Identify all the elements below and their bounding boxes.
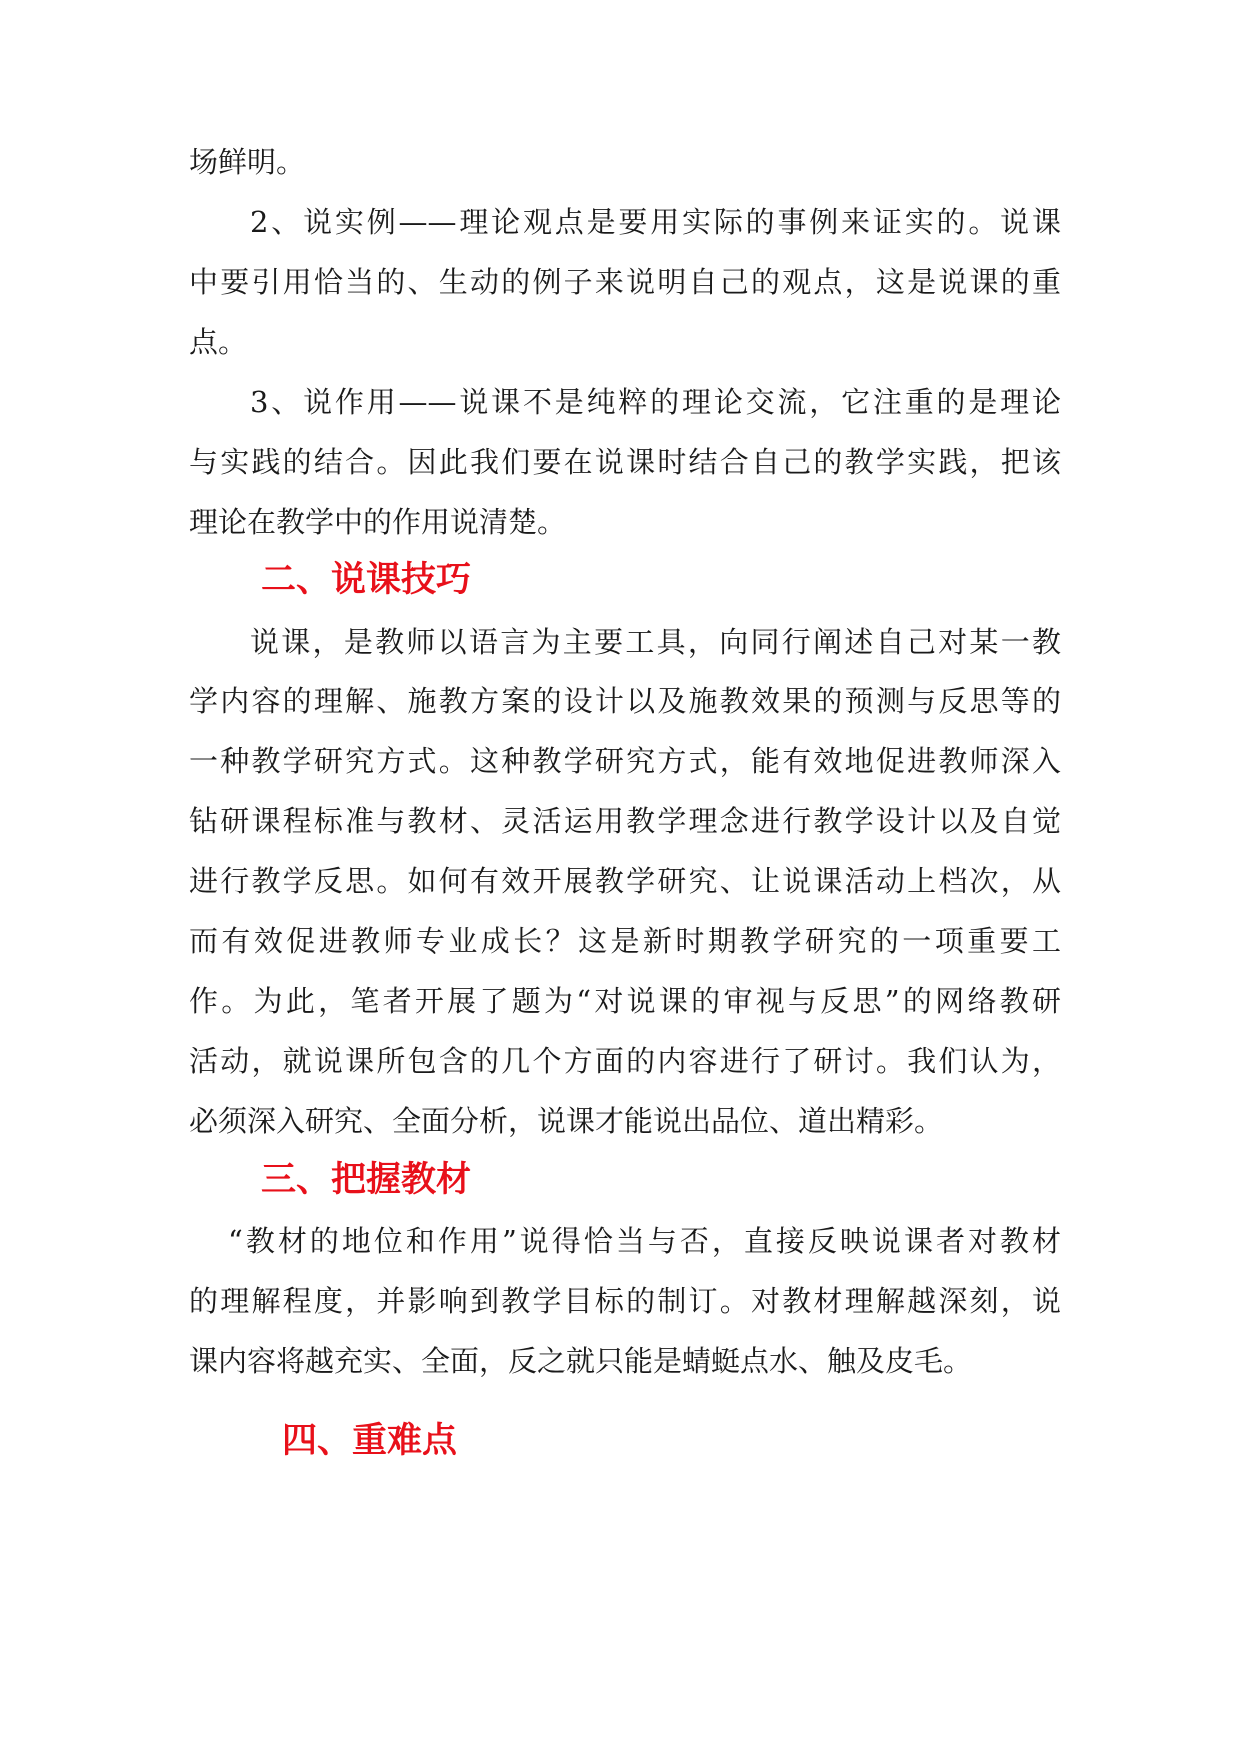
paragraph-line: 2、说实例——理论观点是要用实际的事例来证实的。说课 bbox=[250, 205, 1061, 239]
paragraph-line: 一种教学研究方式。这种教学研究方式，能有效地促进教师深入 bbox=[189, 744, 1061, 778]
paragraph-line: 与实践的结合。因此我们要在说课时结合自己的教学实践，把该 bbox=[189, 445, 1061, 479]
paragraph-line: 必须深入研究、全面分析，说课才能说出品位、道出精彩。 bbox=[189, 1104, 944, 1138]
paragraph-line: 学内容的理解、施教方案的设计以及施教效果的预测与反思等的 bbox=[189, 684, 1061, 718]
paragraph-line: 作。为此，笔者开展了题为“对说课的审视与反思”的网络教研 bbox=[189, 984, 1061, 1018]
paragraph-line: 理论在教学中的作用说清楚。 bbox=[189, 505, 567, 539]
paragraph-line: 课内容将越充实、全面，反之就只能是蜻蜓点水、触及皮毛。 bbox=[189, 1344, 973, 1378]
paragraph-line: 钻研课程标准与教材、灵活运用教学理念进行教学设计以及自觉 bbox=[189, 804, 1061, 838]
section-heading-three: 三、把握教材 bbox=[261, 1160, 472, 1200]
section-heading-two: 二、说课技巧 bbox=[261, 560, 472, 600]
paragraph-line: 说课，是教师以语言为主要工具，向同行阐述自己对某一教 bbox=[250, 625, 1061, 659]
paragraph-line: 而有效促进教师专业成长？这是新时期教学研究的一项重要工 bbox=[189, 924, 1061, 958]
section-heading-four: 四、重难点 bbox=[282, 1421, 458, 1461]
paragraph-line: 进行教学反思。如何有效开展教学研究、让说课活动上档次，从 bbox=[189, 864, 1061, 898]
paragraph-line: 点。 bbox=[189, 325, 248, 359]
paragraph-line: 中要引用恰当的、生动的例子来说明自己的观点，这是说课的重 bbox=[189, 265, 1061, 299]
paragraph-line: 的理解程度，并影响到教学目标的制订。对教材理解越深刻，说 bbox=[189, 1284, 1061, 1318]
paragraph-line: 3、说作用——说课不是纯粹的理论交流，它注重的是理论 bbox=[250, 385, 1061, 419]
paragraph-line: 场鲜明。 bbox=[189, 145, 306, 179]
paragraph-line: 活动，就说课所包含的几个方面的内容进行了研讨。我们认为， bbox=[189, 1044, 1061, 1078]
paragraph-line: “教材的地位和作用”说得恰当与否，直接反映说课者对教材 bbox=[228, 1224, 1061, 1258]
